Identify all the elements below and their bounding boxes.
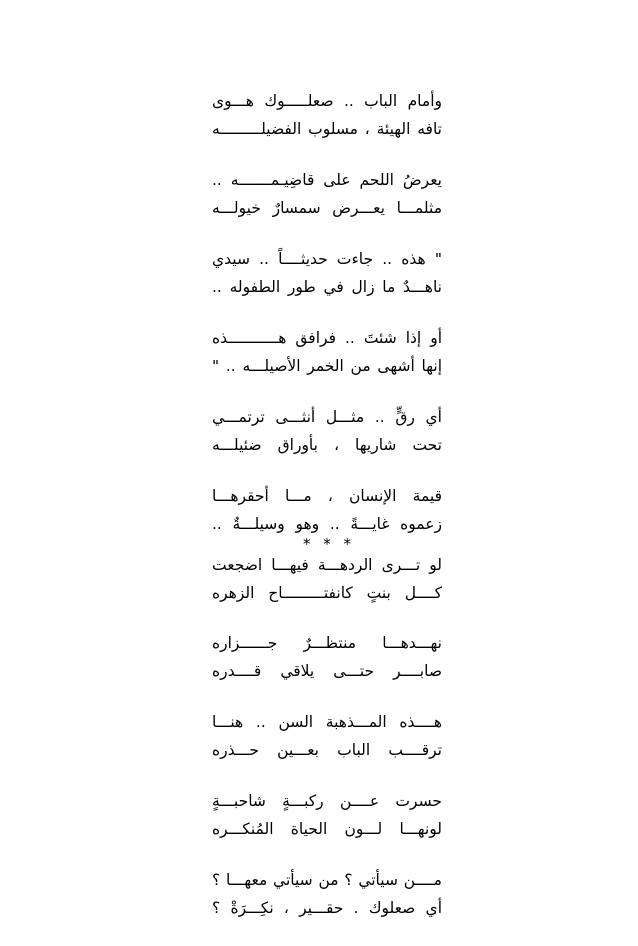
- verse-line: حسرت عــــن ركبـــةٍ شاحبـــةٍ: [212, 792, 442, 810]
- verse-line: تافه الهيئة ، مسلوب الفضيلـــــــــه: [212, 119, 442, 138]
- stanza-10: [212, 788, 442, 843]
- stanza-4: [212, 325, 442, 380]
- stanza-3: [212, 246, 442, 301]
- verse-line: أي صعلوك . حقـــير ، نكِـــرَةْ ؟: [212, 898, 442, 917]
- verse-line: " هذه .. جاءت حديثــــاً .. سيدي: [212, 250, 442, 268]
- stanza-6: [212, 483, 442, 538]
- stanza-5: [212, 404, 442, 459]
- poem-page: [212, 88, 442, 946]
- verse-line: هــــذه المـــذهبة السن .. هنـــا: [212, 713, 442, 731]
- verse-line: صابــــر حتـــى يلاقي قــــدره: [212, 661, 442, 680]
- stanza-1: [212, 88, 442, 143]
- verse-line: مــــن سيأتي ؟ من سيأتي معهـــا ؟: [212, 871, 442, 889]
- verse-line: لو تـــرى الردهـــة فيهـــا اضجعت: [212, 556, 442, 574]
- verse-line: نهـــدهـــا منتظـــرٌ جــــــزاره: [212, 634, 442, 652]
- verse-line: إنها أشهى من الخمر الأصيلـــه .. ": [212, 356, 442, 375]
- verse-line: أو إذا شئتَ .. فرافق هـــــــــــذه: [212, 329, 442, 347]
- stanza-2: [212, 167, 442, 222]
- verse-line: أي رقٍّ .. مثـــل أنثـــى ترتمـــي: [212, 408, 442, 426]
- stanza-8: [212, 630, 442, 685]
- verse-line: قيمة الإنسان ، مـــا أحقرهـــا: [212, 487, 442, 505]
- verse-line: زعموه غايـــةً .. وهو وسيلـــةٌ ..: [212, 514, 442, 533]
- stanza-9: [212, 709, 442, 764]
- verse-line: يعرضُ اللحم على قاضِيـمـــــــه ..: [212, 171, 442, 189]
- verse-line: ترقــــب الباب بعـــين حـــذره: [212, 740, 442, 759]
- verse-line: تحت شاريها ، بأوراق ضئيلـــه: [212, 435, 442, 454]
- verse-line: مثلمـــا يعـــرض سمسارٌ خيولـــه: [212, 198, 442, 217]
- verse-line: لونهـــا لـــون الحياة المُنكـــره: [212, 819, 442, 838]
- verse-line: وأمام الباب .. صعلـــــوك هـــوى: [212, 92, 442, 110]
- verse-line: كــــل بنتٍ كانفتـــــــــاح الزهره: [212, 583, 442, 602]
- section-separator: * * *: [302, 535, 352, 553]
- stanza-7: [212, 552, 442, 607]
- verse-line: ناهـــدٌ ما زال في طور الطفوله ..: [212, 277, 442, 296]
- stanza-11: [212, 867, 442, 922]
